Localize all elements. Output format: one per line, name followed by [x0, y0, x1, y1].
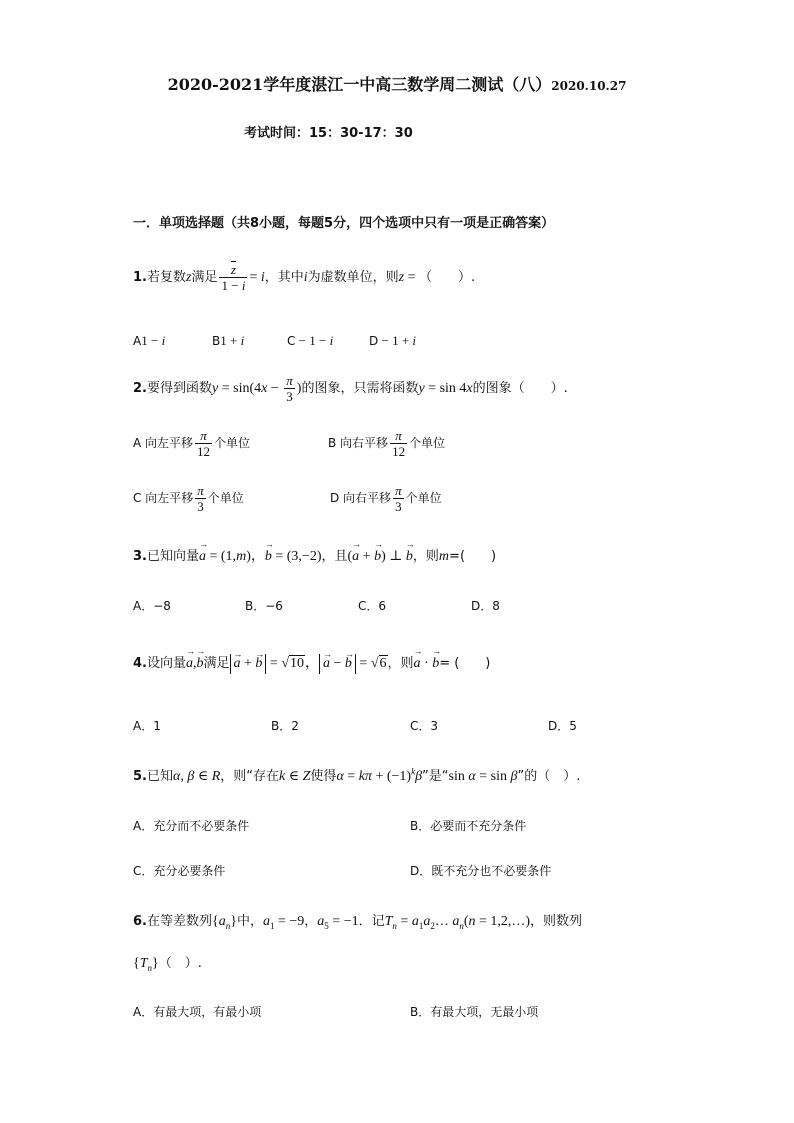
- option-a[interactable]: A．1: [133, 719, 161, 733]
- question-text: ，其中: [264, 270, 304, 285]
- question-text: ，则: [387, 656, 414, 671]
- question-text: 在等差数列: [146, 914, 212, 929]
- question-text: ，则数列: [530, 914, 583, 929]
- page-title: [0, 72, 794, 95]
- option-d[interactable]: D 向右平移 $\frac{\pi}{3}$ 个单位: [330, 483, 442, 514]
- option-c[interactable]: C．充分必要条件: [133, 864, 226, 878]
- question-text: =( ): [449, 549, 497, 564]
- question-text: 中，: [236, 914, 263, 929]
- option-a[interactable]: A．有最大项，有最小项: [133, 1005, 262, 1019]
- option-b[interactable]: B．2: [271, 719, 299, 733]
- option-b[interactable]: B 向右平移 $\frac{\pi}{12}$ 个单位: [328, 428, 446, 459]
- option-a[interactable]: A．−8: [133, 599, 171, 613]
- math-fraction: $\frac{\pi}{3}$: [286, 373, 293, 404]
- option-c[interactable]: C 向左平移 $\frac{\pi}{3}$ 个单位: [133, 483, 244, 514]
- exam-time: 考试时间：15：30-17：30: [244, 126, 413, 141]
- option-b[interactable]: B1 + i: [212, 333, 245, 348]
- question-number: 4.: [133, 656, 147, 671]
- option-d[interactable]: D．8: [471, 599, 500, 613]
- option-d[interactable]: D．既不充分也不必要条件: [410, 864, 552, 878]
- option-c[interactable]: C．3: [410, 719, 439, 733]
- option-b[interactable]: B．有最大项，无最小项: [410, 1005, 539, 1019]
- title-text: 2020-2021学年度湛江一中高三数学周二测试（八）: [167, 75, 552, 94]
- option-d[interactable]: D．5: [548, 719, 577, 733]
- option-c[interactable]: C − 1 − i: [287, 333, 334, 348]
- option-b[interactable]: B．必要而不充分条件: [410, 819, 527, 833]
- question-1: 1.若复数z满足 $\frac{\overline{z}}{1 - i}$ = i，其中i为虚数单位，则z = （ ）.: [133, 262, 476, 293]
- option-a[interactable]: A1 − i: [133, 333, 166, 348]
- question-number: 6.: [133, 914, 147, 929]
- question-text: 设向量: [146, 656, 186, 671]
- question-text: ”是“: [422, 769, 449, 784]
- question-6-continued: $\{T_n\}$（ ）.: [133, 956, 202, 973]
- question-5: 5.已知α, β ∈ R，则“存在k ∈ Z使得$\alpha = k\pi + (-1)^k\beta$”是“sin α = sin β”的（ ）.: [133, 766, 581, 784]
- question-text: 的图象（ ）.: [472, 381, 568, 396]
- question-text: 已知向量: [146, 549, 199, 564]
- question-text: 满足: [203, 656, 230, 671]
- option-c[interactable]: C．6: [358, 599, 387, 613]
- question-text: ．记: [358, 914, 385, 929]
- question-text: ，则“存在: [220, 769, 280, 784]
- question-text: 为虚数单位，则: [307, 270, 399, 285]
- question-3: 3.已知向量→ a = (1,m)，→ b = (3,−2)，且(→ a + → b) ⊥ → b，则m=( ): [133, 545, 496, 565]
- question-text: ，且: [321, 549, 348, 564]
- question-text: 要得到函数: [146, 381, 212, 396]
- question-text: 满足: [191, 270, 218, 285]
- question-6: 6.在等差数列$\{a_n\}$中，$a_1 = -9$，$a_5 = -1$．记$T_n$ = $a_1a_2\dots$ $a_n(n$ = 1,2,…)，则数列: [133, 914, 583, 931]
- question-number: 3.: [133, 549, 147, 564]
- option-a[interactable]: A 向左平移 $\frac{\pi}{12}$ 个单位: [133, 428, 251, 459]
- question-number: 5.: [133, 769, 147, 784]
- question-text: ”的（ ）.: [517, 769, 581, 784]
- question-text: 使得: [310, 769, 337, 784]
- question-text: ，: [304, 914, 318, 929]
- option-a[interactable]: A．充分而不必要条件: [133, 819, 250, 833]
- math-fraction: $\frac{\overline{z}}{1 - i}$: [221, 262, 246, 293]
- question-text: 若复数: [146, 270, 186, 285]
- exam-date: 2020.10.27: [551, 79, 627, 93]
- question-number: 2.: [133, 381, 147, 396]
- question-4: 4.设向量→ a,→ b满足 → a + → b = √10， → a − → b = √6，则→ a · → b= ( ): [133, 652, 490, 674]
- question-2: 2.要得到函数y = sin(4x − $\frac{\pi}{3}$ )的图象，只需将函数y = sin 4x的图象（ ）.: [133, 373, 568, 404]
- section-heading: 一．单项选择题（共8小题，每题5分，四个选项中只有一项是正确答案）: [133, 216, 555, 231]
- question-text: （ ）.: [158, 956, 202, 971]
- question-number: 1.: [133, 270, 147, 285]
- option-b[interactable]: B．−6: [245, 599, 283, 613]
- question-text: 的图象，只需将函数: [301, 381, 419, 396]
- option-d[interactable]: D − 1 + i: [369, 333, 417, 348]
- question-text: ，则: [412, 549, 439, 564]
- question-text: （ ）.: [419, 270, 476, 285]
- question-text: = ( ): [439, 656, 491, 671]
- question-text: 已知: [146, 769, 173, 784]
